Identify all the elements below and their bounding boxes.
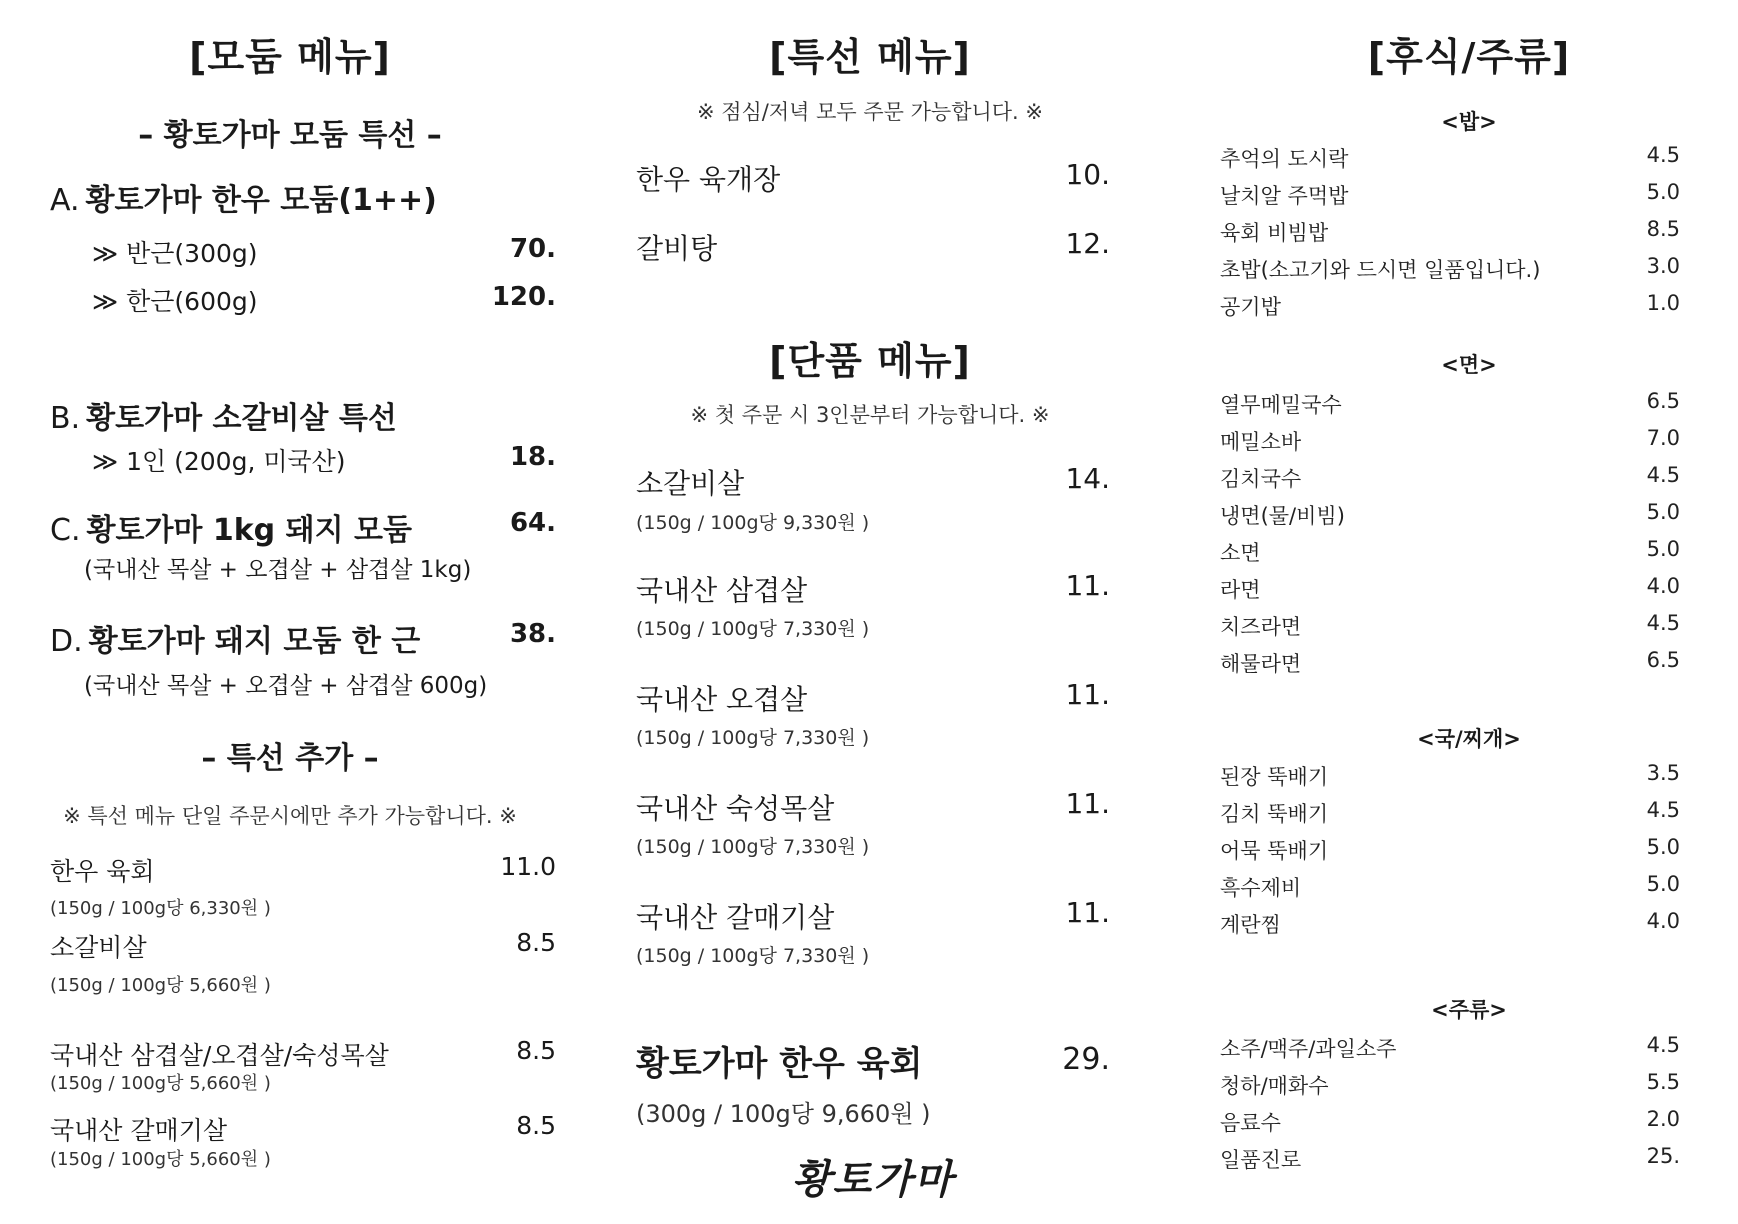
list-item-price: 5.0 <box>1646 872 1680 896</box>
single-item-name: 소갈비살 <box>636 467 745 500</box>
list-item <box>1220 537 1680 567</box>
combo-menu-column <box>0 0 580 1224</box>
list-item-price: 4.5 <box>1646 143 1680 167</box>
list-item-price: 5.5 <box>1646 1070 1680 1094</box>
single-item-name: 국내산 삼겹살 <box>636 574 808 607</box>
list-item-name: 날치알 주먹밥 <box>1220 184 1349 208</box>
combo-menu-header: [모둠 메뉴] <box>189 35 391 79</box>
list-item <box>1220 611 1680 641</box>
list-item-name: 라면 <box>1220 578 1261 602</box>
special-item-price: 10. <box>1065 158 1110 191</box>
list-item-price: 4.5 <box>1646 1033 1680 1057</box>
item-c-price: 64. <box>509 508 556 538</box>
list-item <box>1220 1107 1680 1137</box>
single-item-price: 14. <box>1065 462 1110 495</box>
item-d-price: 38. <box>509 619 556 649</box>
item-a-sub-half-price: 70. <box>509 234 556 264</box>
item-b-name: 황토가마 소갈비살 특선 <box>86 401 397 436</box>
category-soup-title: <국/찌개> <box>1417 727 1521 751</box>
item-a-sub-full-price: 120. <box>491 282 556 312</box>
item-d-desc: (국내산 목살 + 오겹살 + 삼겹살 600g) <box>84 673 488 699</box>
list-item-price: 2.0 <box>1646 1107 1680 1131</box>
list-item <box>1220 872 1680 902</box>
item-a-sub-half: ≫ 반근(300g) <box>92 239 258 268</box>
list-item-price: 4.5 <box>1646 798 1680 822</box>
single-item-price: 11. <box>1065 569 1110 602</box>
single-item-price: 11. <box>1065 678 1110 711</box>
big-item-desc: (300g / 100g당 9,660원 ) <box>636 1100 931 1128</box>
item-c-title <box>50 505 412 549</box>
add-item-desc: (150g / 100g당 5,660원 ) <box>50 1149 271 1170</box>
list-item <box>1220 835 1680 865</box>
list-item-name: 초밥(소고기와 드시면 일품입니다.) <box>1220 258 1541 282</box>
add-item-name: 국내산 삼겹살/오겹살/숙성목살 <box>50 1041 389 1070</box>
combo-special-title: – 황토가마 모둠 특선 – <box>138 118 442 153</box>
item-c-letter: C. <box>50 513 81 548</box>
add-item-price: 8.5 <box>516 1036 556 1065</box>
category-drinks-title: <주류> <box>1431 998 1507 1022</box>
list-item-price: 8.5 <box>1646 217 1680 241</box>
item-c-name: 황토가마 1kg 돼지 모둠 <box>86 513 412 548</box>
list-item <box>1220 463 1680 493</box>
add-item-price: 8.5 <box>516 928 556 957</box>
single-item-name: 국내산 갈매기살 <box>636 901 835 934</box>
list-item-name: 소주/맥주/과일소주 <box>1220 1037 1397 1061</box>
list-item-price: 5.0 <box>1646 835 1680 859</box>
list-item-name: 추억의 도시락 <box>1220 147 1349 171</box>
list-item <box>1220 574 1680 604</box>
list-item-price: 4.0 <box>1646 909 1680 933</box>
item-a-title <box>50 175 437 219</box>
list-item <box>1220 143 1680 173</box>
big-item-price: 29. <box>1062 1042 1110 1077</box>
list-item-price: 6.5 <box>1646 389 1680 413</box>
brand-logo: 황토가마 <box>792 1156 955 1203</box>
add-item-name: 소갈비살 <box>50 933 147 962</box>
category-noodle-title: <면> <box>1441 353 1497 377</box>
special-item-price: 12. <box>1065 227 1110 260</box>
list-item <box>1220 1144 1680 1174</box>
special-menu-note: ※ 점심/저녁 모두 주문 가능합니다. ※ <box>696 100 1044 124</box>
single-item-price: 11. <box>1065 896 1110 929</box>
item-a-sub-full: ≫ 한근(600g) <box>92 287 258 316</box>
item-b-sub: ≫ 1인 (200g, 미국산) <box>92 447 346 476</box>
add-item-desc: (150g / 100g당 5,660원 ) <box>50 1073 271 1094</box>
item-d-letter: D. <box>50 624 83 659</box>
list-item <box>1220 500 1680 530</box>
list-item <box>1220 648 1680 678</box>
add-item-name: 국내산 갈매기살 <box>50 1116 227 1145</box>
single-menu-header: [단품 메뉴] <box>769 339 971 383</box>
single-item-price: 11. <box>1065 787 1110 820</box>
list-item <box>1220 389 1680 419</box>
list-item-price: 5.0 <box>1646 180 1680 204</box>
item-b-sub-price: 18. <box>509 442 556 472</box>
list-item-name: 해물라면 <box>1220 652 1302 676</box>
list-item-name: 흑수제비 <box>1220 876 1302 900</box>
list-item-price: 4.5 <box>1646 611 1680 635</box>
list-item <box>1220 254 1680 284</box>
item-b-letter: B. <box>50 401 81 436</box>
add-on-note: ※ 특선 메뉴 단일 주문시에만 추가 가능합니다. ※ <box>63 804 517 828</box>
list-item-price: 25. <box>1646 1144 1680 1168</box>
list-item <box>1220 909 1680 939</box>
single-item-desc: (150g / 100g당 7,330원 ) <box>636 945 870 967</box>
list-item-price: 4.0 <box>1646 574 1680 598</box>
list-item-name: 열무메밀국수 <box>1220 393 1342 417</box>
list-item-name: 김치국수 <box>1220 467 1302 491</box>
list-item-price: 4.5 <box>1646 463 1680 487</box>
item-a-letter: A. <box>50 183 80 218</box>
list-item <box>1220 217 1680 247</box>
single-item-desc: (150g / 100g당 7,330원 ) <box>636 836 870 858</box>
list-item <box>1220 180 1680 210</box>
list-item <box>1220 798 1680 828</box>
item-b-title <box>50 393 397 437</box>
list-item-price: 3.5 <box>1646 761 1680 785</box>
list-item-name: 육회 비빔밥 <box>1220 221 1329 245</box>
item-a-name: 황토가마 한우 모둠(1++) <box>85 183 437 218</box>
add-item-name: 한우 육회 <box>50 857 155 886</box>
list-item-price: 3.0 <box>1646 254 1680 278</box>
big-item-name: 황토가마 한우 육회 <box>636 1044 923 1084</box>
list-item <box>1220 291 1680 321</box>
list-item-name: 청하/매화수 <box>1220 1074 1329 1098</box>
single-item-desc: (150g / 100g당 7,330원 ) <box>636 727 870 749</box>
list-item <box>1220 761 1680 791</box>
single-item-desc: (150g / 100g당 7,330원 ) <box>636 618 870 640</box>
special-menu-column <box>600 0 1140 1224</box>
item-d-title <box>50 616 420 660</box>
list-item <box>1220 426 1680 456</box>
list-item-name: 계란찜 <box>1220 913 1281 937</box>
list-item-price: 5.0 <box>1646 500 1680 524</box>
list-item-price: 1.0 <box>1646 291 1680 315</box>
list-item-name: 김치 뚝배기 <box>1220 802 1329 826</box>
single-item-name: 국내산 숙성목살 <box>636 792 835 825</box>
single-item-desc: (150g / 100g당 9,330원 ) <box>636 512 870 534</box>
list-item-price: 7.0 <box>1646 426 1680 450</box>
list-item-price: 5.0 <box>1646 537 1680 561</box>
single-item-name: 국내산 오겹살 <box>636 683 808 716</box>
list-item-name: 일품진로 <box>1220 1148 1302 1172</box>
category-rice-title: <밥> <box>1441 110 1497 134</box>
item-c-desc: (국내산 목살 + 오겹살 + 삼겹살 1kg) <box>84 557 472 583</box>
add-on-title: – 특선 추가 – <box>201 741 379 776</box>
add-item-desc: (150g / 100g당 6,330원 ) <box>50 898 271 919</box>
list-item-name: 된장 뚝배기 <box>1220 765 1329 789</box>
single-menu-note: ※ 첫 주문 시 3인분부터 가능합니다. ※ <box>690 403 1050 427</box>
add-item-desc: (150g / 100g당 5,660원 ) <box>50 975 271 996</box>
dessert-drink-column <box>1200 0 1738 1224</box>
list-item-name: 공기밥 <box>1220 295 1281 319</box>
list-item-name: 음료수 <box>1220 1111 1281 1135</box>
list-item-name: 냉면(물/비빔) <box>1220 504 1345 528</box>
add-item-price: 11.0 <box>500 852 556 881</box>
list-item-name: 메밀소바 <box>1220 430 1302 454</box>
dessert-drink-header: [후식/주류] <box>1367 35 1571 79</box>
special-item-name: 갈비탕 <box>636 232 718 265</box>
list-item <box>1220 1033 1680 1063</box>
special-menu-header: [특선 메뉴] <box>769 35 971 79</box>
add-item-price: 8.5 <box>516 1111 556 1140</box>
item-d-name: 황토가마 돼지 모둠 한 근 <box>88 624 421 659</box>
list-item-name: 소면 <box>1220 541 1261 565</box>
list-item-name: 어묵 뚝배기 <box>1220 839 1329 863</box>
list-item-price: 6.5 <box>1646 648 1680 672</box>
list-item <box>1220 1070 1680 1100</box>
list-item-name: 치즈라면 <box>1220 615 1302 639</box>
special-item-name: 한우 육개장 <box>636 163 781 196</box>
